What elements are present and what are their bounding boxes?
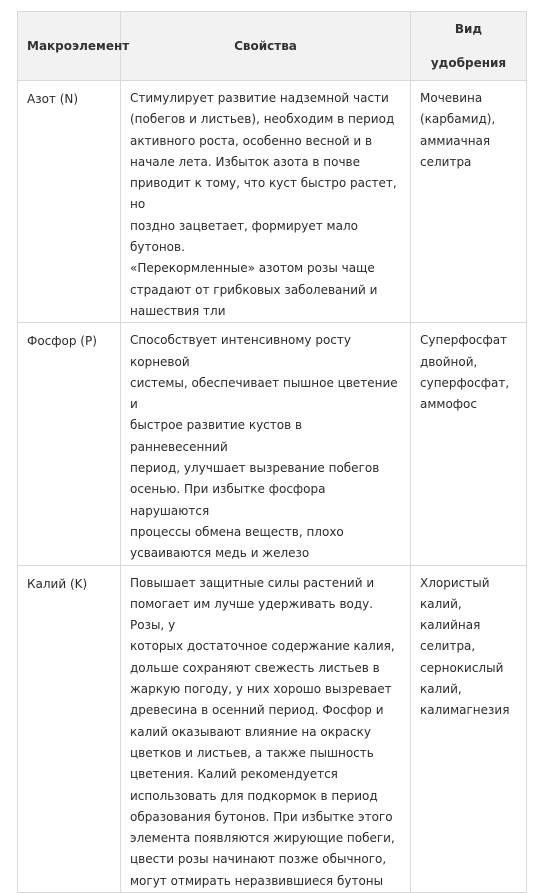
cell-element: Калий (K) <box>18 565 121 892</box>
cell-element: Фосфор (P) <box>18 323 121 565</box>
cell-fertilizer: Суперфосфат двойной, суперфосфат, аммофос <box>411 323 527 565</box>
table-row <box>18 323 527 565</box>
header-fertilizer: Вид удобрения <box>411 12 527 81</box>
table-row <box>18 81 527 323</box>
cell-properties: Повышает защитные силы растений и помогает им лучше удерживать воду. Розы, у которых достаточное содержание калия, дольше сохраняют свежесть листьев в жаркую погоду, у них хорошо вызревает древесина в осенний период. Фосфор и калий оказывают влияние на окраску цветков и листьев, а также пышность цветения. Калий рекомендуется использовать для подкормок в период образования бутонов. При избытке этого элемента появляются жирующие побеги, цвести розы начинают позже обычного, могут отмирать неразвившиеся бутоны <box>121 565 411 892</box>
cell-properties: Способствует интенсивному росту корневой системы, обеспечивает пышное цветение и быстрое развитие кустов в ранневесенний период, улучшает вызревание побегов осенью. При избытке фосфора нарушаются процессы обмена веществ, плохо усваиваются медь и железо <box>121 323 411 565</box>
cell-fertilizer: Хлористый калий, калийная селитра, сернокислый калий, калимагнезия <box>411 565 527 892</box>
header-macroelement: Макроэлемент <box>18 12 121 81</box>
cell-properties: Стимулирует развитие надземной части (побегов и листьев), необходим в период активного роста, особенно весной и в начале лета. Избыток азота в почве приводит к тому, что куст быстро растет, но поздно зацветает, формирует мало бутонов. «Перекормленные» азотом розы чаще страдают от грибковых заболеваний и нашествия тли <box>121 81 411 323</box>
table-row <box>18 565 527 892</box>
cell-element: Азот (N) <box>18 81 121 323</box>
header-properties: Свойства <box>121 12 411 81</box>
macroelements-table <box>17 11 527 893</box>
cell-fertilizer: Мочевина (карбамид), аммиачная селитра <box>411 81 527 323</box>
table-header-row <box>18 12 527 81</box>
